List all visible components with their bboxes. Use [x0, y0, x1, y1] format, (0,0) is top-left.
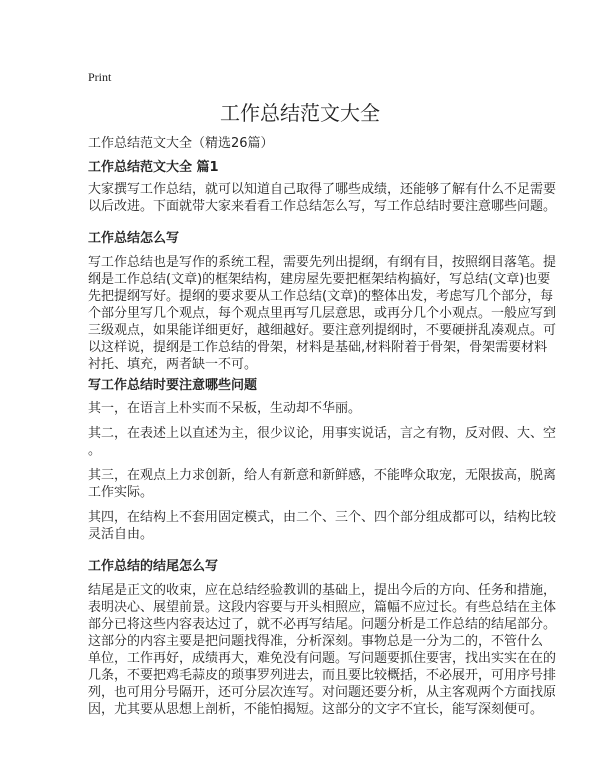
subtitle: 工作总结范文大全（精选26篇）	[88, 136, 274, 151]
text-line: 灵活自由。	[88, 527, 154, 542]
text-line: 个部分里写几个观点，每个观点里再写几层意思，或再分几个小观点。一般应写到	[88, 306, 557, 321]
section-heading: 工作总结怎么写	[88, 231, 180, 246]
text-line: 以这样说，提纲是工作总结的骨架，材料是基础,材料附着于骨架，骨架需要材料	[88, 340, 548, 355]
text-line: 大家撰写工作总结，就可以知道自己取得了哪些成绩，还能够了解有什么不足需要	[88, 182, 557, 197]
text-line: 先把提纲写好。提纲的要求要从工作总结(文章)的整体出发，考虑写几个部分，每	[88, 289, 554, 304]
paragraph	[88, 509, 556, 543]
text-line: 其三，在观点上力求创新，给人有新意和新鲜感，不能哗众取宠，无限拔高，脱离	[88, 468, 557, 483]
text-line: 几条，不要把鸡毛蒜皮的琐事罗列进去，而且要比较概括，不必展开，可用序号排	[88, 668, 557, 683]
paragraph	[88, 425, 556, 459]
text-line: 因，尤其要从思想上剖析，不能怕揭短。这部分的文字不宜长，能写深刻便可。	[88, 702, 544, 717]
print-link[interactable]: Print	[88, 70, 112, 84]
paragraph	[88, 181, 556, 215]
section-heading: 工作总结的结尾怎么写	[88, 559, 219, 574]
text-line: 其二，在表述上以直述为主，很少议论，用事实说话，言之有物，反对假、大、空	[88, 426, 557, 441]
text-line: 以后改进。下面就带大家来看看工作总结怎么写，写工作总结时要注意哪些问题。	[88, 199, 557, 214]
text-line: 表明决心、展望前景。这段内容要与开头相照应，篇幅不应过长。有些总结在主体	[88, 600, 557, 615]
text-line: 列，也可用分号隔开，还可分层次连写。对问题还要分析，从主客观两个方面找原	[88, 685, 557, 700]
paragraph	[88, 400, 361, 417]
section-heading: 工作总结范文大全 篇1	[88, 160, 219, 175]
text-line: 写工作总结也是写作的系统工程，需要先列出提纲，有纲有目，按照纲目落笔。提	[88, 255, 557, 270]
text-line: 其一，在语言上朴实而不呆板，生动却不华丽。	[88, 401, 362, 416]
paragraph	[88, 582, 556, 718]
text-line: 这部分的内容主要是把问题找得准，分析深刻。事物总是一分为二的，不管什么	[88, 634, 544, 649]
page-title: 工作总结范文大全	[220, 101, 380, 125]
text-line: 纲是工作总结(文章)的框架结构，建房屋先要把框架结构搞好，写总结(文章)也要	[88, 272, 551, 287]
text-line: 部分已将这些内容表达过了，就不必再写结尾。问题分析是工作总结的结尾部分。	[88, 617, 557, 632]
text-line: 结尾是正文的收束，应在总结经验教训的基础上，提出今后的方向、任务和措施，	[88, 583, 557, 598]
text-line: 单位，工作再好，成绩再大，难免没有问题。写问题要抓住要害，找出实实在在的	[88, 651, 557, 666]
text-line: 工作实际。	[88, 485, 154, 500]
paragraph	[88, 467, 556, 501]
text-line: 其四，在结构上不套用固定模式，由二个、三个、四个部分组成都可以，结构比较	[88, 510, 557, 525]
section-heading: 写工作总结时要注意哪些问题	[88, 378, 258, 393]
text-line: 衬托、填充，两者缺一不可。	[88, 357, 258, 372]
paragraph	[88, 254, 556, 373]
text-line: 三级观点，如果能详细更好，越细越好。要注意列提纲时，不要硬拼乱凑观点。可	[88, 323, 557, 338]
text-line: 。	[88, 443, 102, 458]
